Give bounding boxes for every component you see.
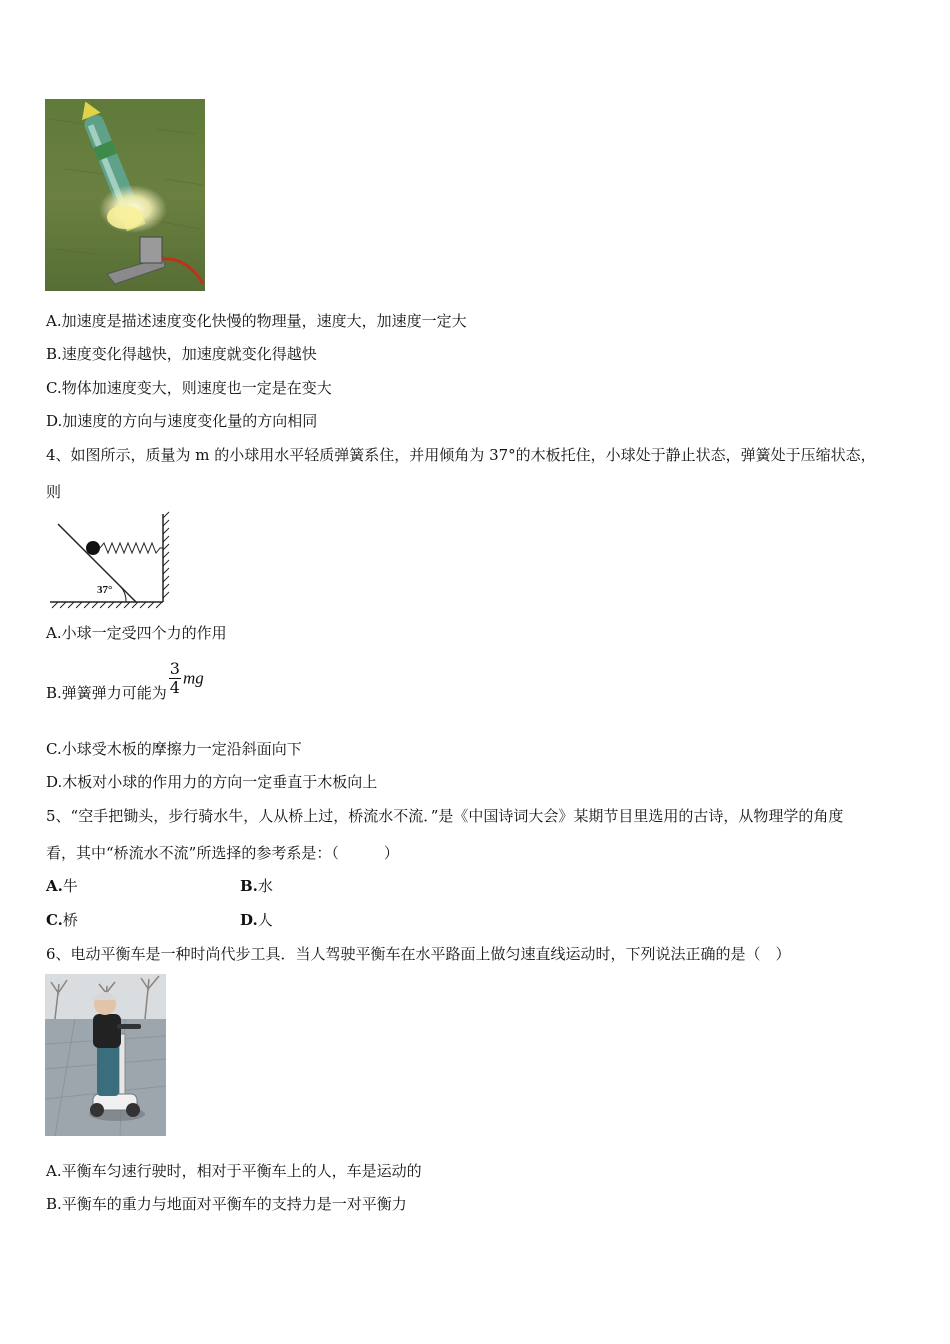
q3-option-a: A.加速度是描述速度变化快慢的物理量，速度大，加速度一定大 [46,312,467,330]
fraction-numerator: 3 [169,659,180,679]
option-letter: D. [240,911,258,929]
water-rocket-photo [45,99,205,291]
option-letter: B. [240,877,258,895]
q5-option-d [240,909,273,930]
q6-stem: 6、电动平衡车是一种时尚代步工具．当人驾驶平衡车在水平路面上做匀速直线运动时，下列说法正确的是（ ） [46,945,791,963]
option-letter: A. [46,877,63,895]
q3-option-b: B.速度变化得越快，加速度就变化得越快 [46,345,317,363]
q3-option-d: D.加速度的方向与速度变化量的方向相同 [46,412,318,430]
q3-option-c: C.物体加速度变大，则速度也一定是在变大 [46,379,332,397]
q4-option-c: C.小球受木板的摩擦力一定沿斜面向下 [46,740,302,758]
q6-option-b: B.平衡车的重力与地面对平衡车的支持力是一对平衡力 [46,1195,407,1213]
fraction [169,660,181,696]
balance-scooter-photo [45,974,166,1136]
incline-angle-label: 37° [97,584,113,596]
q4-option-d: D.木板对小球的作用力的方向一定垂直于木板向上 [46,773,378,791]
fraction-denominator: 4 [169,678,180,697]
q6-option-a: A.平衡车匀速行驶时，相对于平衡车上的人，车是运动的 [46,1162,422,1180]
mass-gravity-term: mg [182,668,204,688]
option-text: 桥 [62,911,78,929]
q4-stem-line2: 则 [46,483,62,501]
q5-option-a [46,875,78,896]
q5-stem-line1: 5、“空手把锄头，步行骑水牛，人从桥上过，桥流水不流．”是《中国诗词大会》某期节目里选用的古诗，从物理学的角度 [46,807,844,825]
option-text: 水 [257,877,273,895]
q4-stem-line1: 4、如图所示，质量为 m 的小球用水平轻质弹簧系住，并用倾角为 37°的木板托住，小球处于静止状态，弹簧处于压缩状态， [46,446,876,464]
q5-stem-line2: 看，其中“桥流水不流”所选择的参考系是：（ ） [46,844,399,862]
q4-option-b [46,654,204,703]
option-letter: C. [46,911,63,929]
option-text: 牛 [62,877,78,895]
q4-option-a: A.小球一定受四个力的作用 [46,624,227,642]
q5-option-b [240,875,273,896]
q4-option-b-prefix: B.弹簧弹力可能为 [46,684,167,702]
option-text: 人 [257,911,273,929]
q5-option-c [46,909,78,930]
